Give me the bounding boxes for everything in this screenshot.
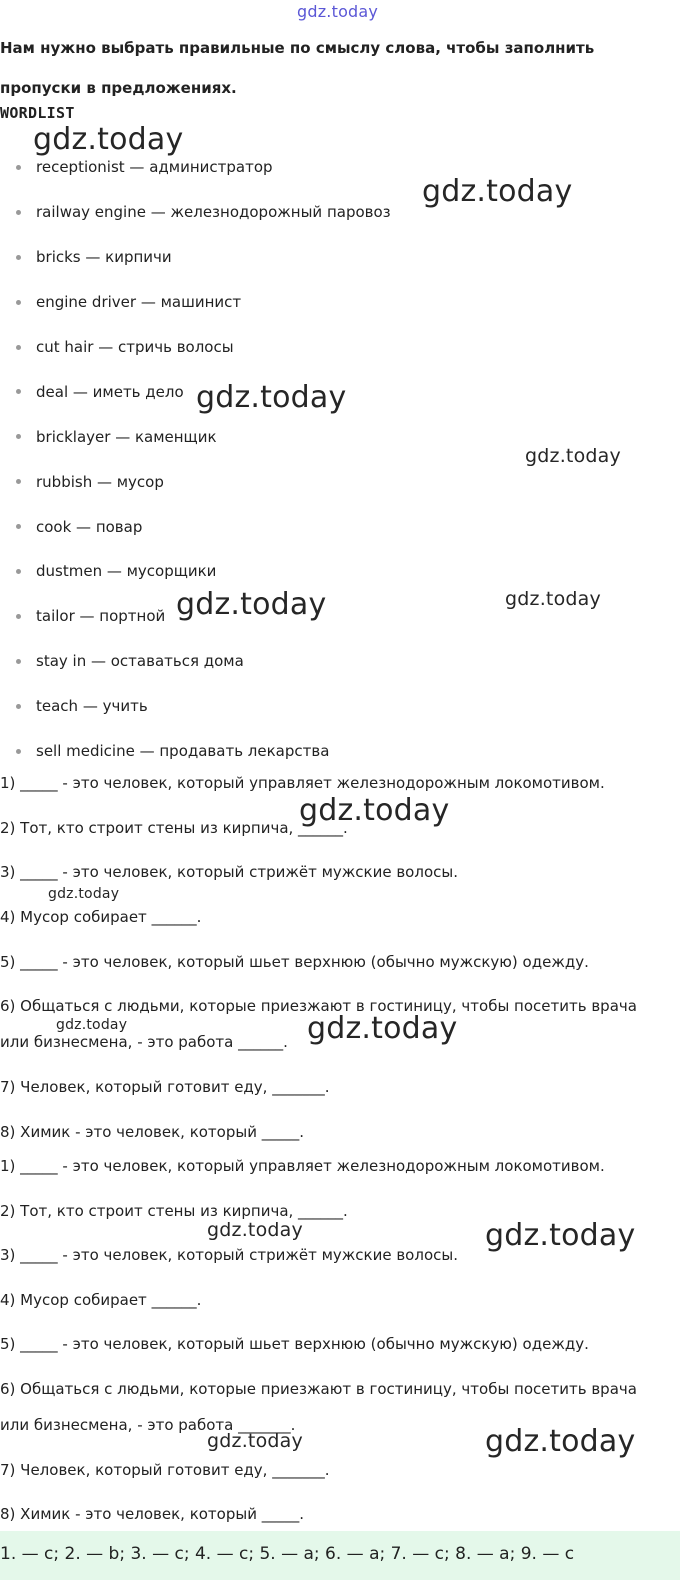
watermark: gdz.today: [505, 588, 601, 610]
question-6-line-1: 6) Общаться с людьми, которые приезжают в гостиницу, чтобы посетить врача: [0, 1380, 637, 1398]
wordlist-entry: teach — учить: [36, 697, 148, 716]
question-2: 2) Тот, кто строит стены из кирпича, ______.: [0, 819, 348, 837]
task-intro: Нам нужно выбрать правильные по смыслу слова, чтобы заполнить пропуски в предложениях.: [0, 39, 595, 97]
list-item: [16, 504, 391, 549]
bullet-icon: [16, 345, 21, 350]
watermark: gdz.today: [48, 886, 120, 902]
answer-bar: 1. — c; 2. — b; 3. — c; 4. — c; 5. — a; 6. — a; 7. — c; 8. — a; 9. — c: [0, 1531, 680, 1580]
question-6-line-2: или бизнесмена, - это работа ______.: [0, 1033, 288, 1051]
wordlist-entry: bricklayer — каменщик: [36, 427, 217, 446]
bullet-icon: [16, 255, 21, 260]
bullet-icon: [16, 704, 21, 709]
bullet-icon: [16, 749, 21, 754]
bullet-icon: [16, 524, 21, 529]
list-item: [16, 414, 391, 459]
question-7: 7) Человек, который готовит еду, _______.: [0, 1461, 330, 1479]
list-item: [16, 280, 391, 325]
bullet-icon: [16, 479, 21, 484]
question-8: 8) Химик - это человек, который _____.: [0, 1505, 304, 1523]
question-5: 5) _____ - это человек, который шьет верхнюю (обычно мужскую) одежду.: [0, 953, 589, 971]
wordlist-entry: sell medicine — продавать лекарства: [36, 742, 330, 761]
list-item: [16, 729, 391, 774]
wordlist-entry: engine driver — машинист: [36, 293, 242, 312]
wordlist-heading: WORDLIST: [0, 104, 75, 122]
wordlist-entry: rubbish — мусор: [36, 472, 164, 491]
bullet-icon: [16, 210, 21, 215]
wordlist: [16, 145, 391, 773]
question-4: 4) Мусор собирает ______.: [0, 908, 202, 926]
wordlist-entry: receptionist — администратор: [36, 158, 273, 177]
watermark: gdz.today: [525, 445, 621, 467]
list-item: [16, 459, 391, 504]
question-7: 7) Человек, который готовит еду, _______.: [0, 1078, 330, 1096]
question-3: 3) _____ - это человек, который стрижёт мужские волосы.: [0, 863, 458, 881]
list-item: [16, 684, 391, 729]
watermark: gdz.today: [299, 793, 450, 828]
watermark: gdz.today: [207, 1430, 303, 1452]
watermark: gdz.today: [56, 1017, 128, 1033]
list-item: [16, 325, 391, 370]
question-4: 4) Мусор собирает ______.: [0, 1291, 202, 1309]
question-8: 8) Химик - это человек, который _____.: [0, 1123, 304, 1141]
list-item: [16, 235, 391, 280]
top-watermark: gdz.today: [297, 2, 379, 21]
wordlist-entry: cut hair — стричь волосы: [36, 338, 234, 356]
bullet-icon: [16, 165, 21, 170]
wordlist-entry: bricks — кирпичи: [36, 248, 172, 267]
wordlist-entry: stay in — оставаться дома: [36, 652, 244, 671]
question-1: 1) _____ - это человек, который управляет железнодорожным локомотивом.: [0, 1157, 605, 1175]
watermark: gdz.today: [307, 1011, 458, 1046]
bullet-icon: [16, 569, 21, 574]
bullet-icon: [16, 300, 21, 305]
question-1: 1) _____ - это человек, который управляет железнодорожным локомотивом.: [0, 774, 605, 792]
wordlist-entry: railway engine — железнодорожный паровоз: [36, 203, 391, 222]
bullet-icon: [16, 659, 21, 664]
watermark: gdz.today: [485, 1218, 636, 1253]
bullet-icon: [16, 389, 21, 394]
list-item: [16, 190, 391, 235]
question-3: 3) _____ - это человек, который стрижёт мужские волосы.: [0, 1246, 458, 1264]
question-6-line-1: 6) Общаться с людьми, которые приезжают в гостиницу, чтобы посетить врача: [0, 997, 637, 1015]
watermark: gdz.today: [196, 380, 347, 415]
question-6-line-2: или бизнесмена, - это работа _______.: [0, 1416, 296, 1434]
bullet-icon: [16, 614, 21, 619]
list-item: [16, 639, 391, 684]
wordlist-entry: tailor — портной: [36, 607, 166, 626]
watermark: gdz.today: [485, 1424, 636, 1459]
bullet-icon: [16, 434, 21, 439]
watermark: gdz.today: [207, 1219, 303, 1241]
question-5: 5) _____ - это человек, который шьет верхнюю (обычно мужскую) одежду.: [0, 1335, 589, 1353]
watermark: gdz.today: [33, 122, 184, 157]
watermark: gdz.today: [176, 587, 327, 622]
wordlist-entry: deal — иметь дело: [36, 382, 184, 401]
question-2: 2) Тот, кто строит стены из кирпича, ______.: [0, 1202, 348, 1220]
watermark: gdz.today: [422, 174, 573, 209]
wordlist-entry: dustmen — мусорщики: [36, 562, 217, 581]
wordlist-entry: cook — повар: [36, 517, 143, 536]
